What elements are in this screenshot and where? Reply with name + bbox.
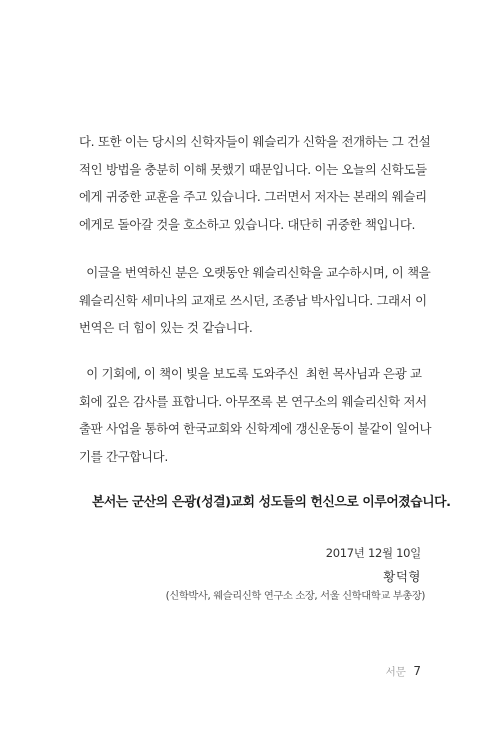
- paragraph-line: 이 기회에, 이 책이 빛을 보도록 도와주신 최헌 목사님과 은광 교: [79, 366, 422, 381]
- paragraph-line: 기를 간구합니다.: [79, 448, 168, 464]
- paragraph-line: 번역은 더 힘이 있는 것 같습니다.: [79, 320, 253, 335]
- body-paragraph-2: [79, 259, 431, 342]
- paragraph-line: 적인 방법을 충분히 이해 못했기 때문입니다. 이는 오늘의 신학도들: [79, 161, 427, 177]
- page-footer: [386, 664, 421, 679]
- page-number: 7: [413, 664, 421, 678]
- body-paragraph-3: [79, 360, 432, 470]
- paragraph-line: 이글을 번역하신 분은 오랫동안 웨슬리신학을 교수하시며, 이 책을: [79, 265, 431, 280]
- footer-section-label: 서문: [385, 666, 406, 678]
- signature-title: (신학박사, 웨슬리신학 연구소 소장, 서울 신학대학교 부총장): [165, 590, 425, 602]
- paragraph-line: 회에 깊은 감사를 표합니다. 아무쪼록 본 연구소의 웨슬리신학 저서: [79, 393, 427, 409]
- paragraph-line: 다. 또한 이는 당시의 신학자들이 웨슬리가 신학을 전개하는 그 건설: [79, 134, 431, 149]
- body-paragraph-1: [79, 128, 431, 238]
- paragraph-line: 에게로 돌아갈 것을 호소하고 있습니다. 대단히 귀중한 책입니다.: [79, 216, 416, 232]
- paragraph-line: 에게 귀중한 교훈을 주고 있습니다. 그러면서 저자는 본래의 웨슬리: [79, 189, 427, 204]
- acknowledgement-statement: 본서는 군산의 은광(성결)교회 성도들의 헌신으로 이루어졌습니다.: [92, 495, 451, 510]
- paragraph-line: 웨슬리신학 세미나의 교재로 쓰시던, 조종남 박사입니다. 그래서 이: [79, 292, 427, 308]
- signature-date: 2017년 12월 10일: [325, 546, 421, 560]
- paragraph-line: 출판 사업을 통하여 한국교회와 신학계에 갱신운동이 불같이 일어나: [79, 421, 432, 436]
- signature-name: 황덕형: [383, 569, 421, 584]
